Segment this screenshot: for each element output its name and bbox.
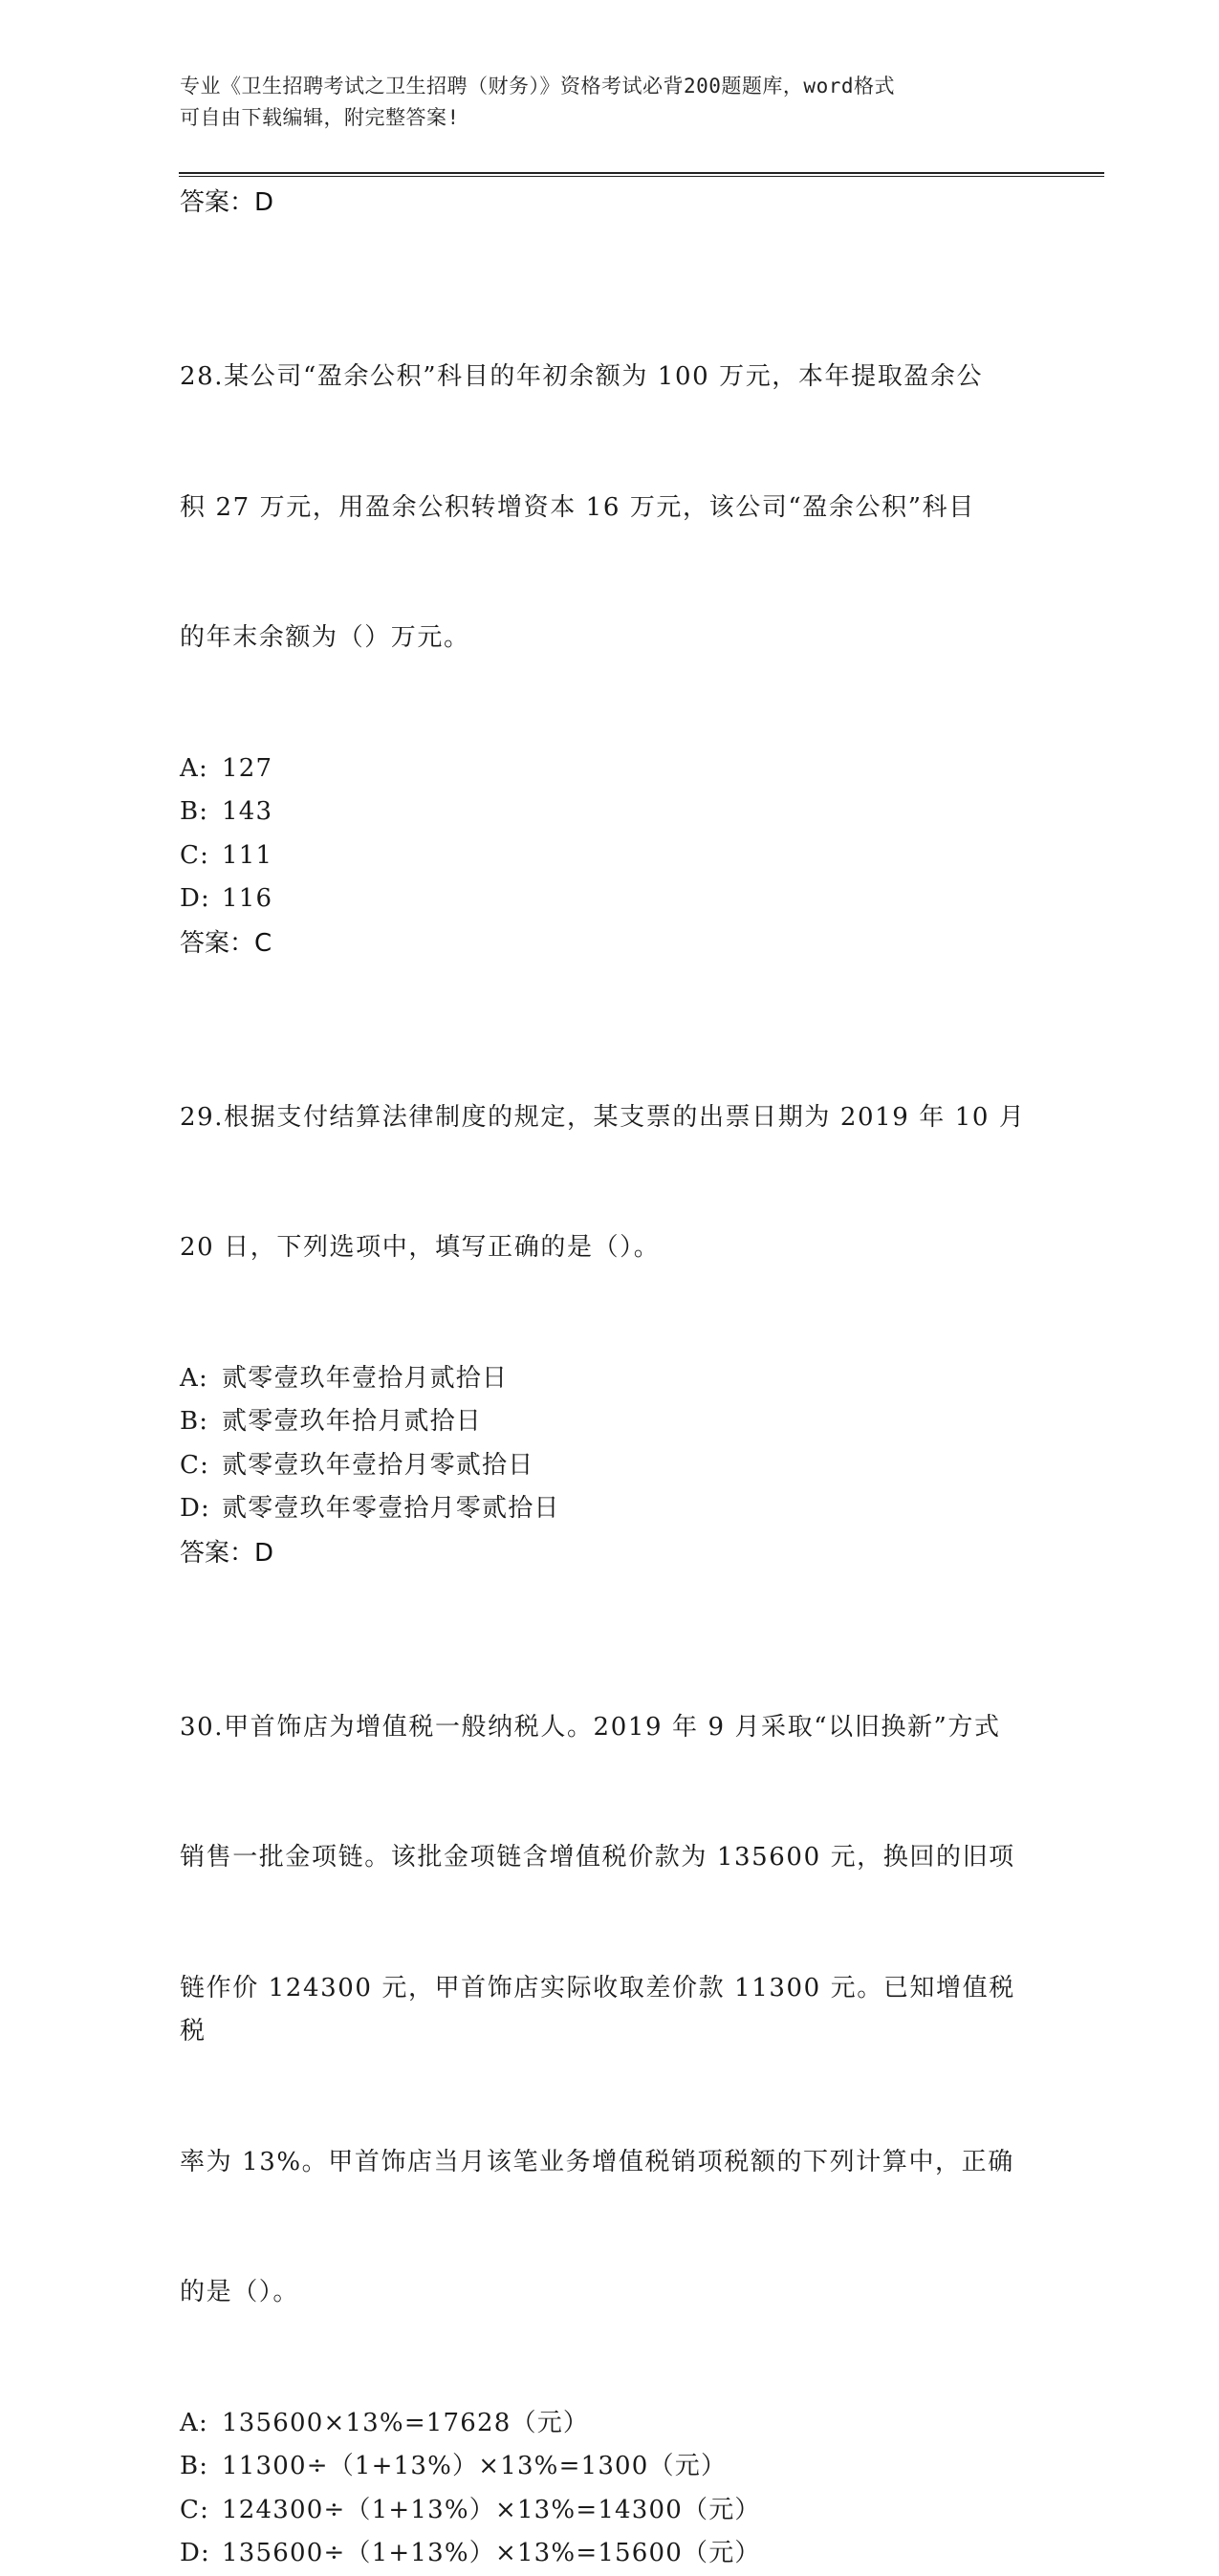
header-line-1: 专业《卫生招聘考试之卫生招聘（财务）》资格考试必背200题题库，word格式 [180, 75, 895, 97]
option-text: 127 [222, 753, 273, 783]
option-a [180, 747, 1040, 791]
stem-line: 率为 13%。甲首饰店当月该笔业务增值税销项税额的下列计算中，正确 [180, 2147, 1014, 2176]
question-29 [180, 1009, 1040, 1575]
header-divider-thin [179, 176, 1104, 177]
question-stem [180, 1009, 1040, 1357]
option-text: 贰零壹玖年零壹拾月零贰拾日 [222, 1494, 560, 1523]
option-text: 124300÷（1+13%）×13%=14300（元） [222, 2495, 761, 2524]
spacer [180, 225, 1040, 269]
option-letter: C: [180, 840, 210, 870]
stem-line: 的是（）。 [180, 2278, 300, 2306]
option-letter: D: [180, 1494, 211, 1523]
question-stem [180, 1619, 1040, 2402]
header-divider-thick [179, 172, 1104, 174]
previous-answer: 答案：D [180, 188, 274, 217]
option-text: 111 [222, 840, 273, 870]
option-letter: A: [180, 1363, 208, 1393]
option-letter: B: [180, 2452, 209, 2480]
stem-line: 29.根据支付结算法律制度的规定，某支票的出票日期为 2019 年 10 月 [180, 1102, 1026, 1132]
option-letter: B: [180, 1407, 209, 1436]
option-text: 135600÷（1+13%）×13%=15600（元） [222, 2539, 761, 2567]
question-30 [180, 1619, 1040, 2576]
question-stem [180, 269, 1040, 747]
stem-line: 的年末余额为（）万元。 [180, 623, 470, 652]
option-a [180, 2402, 1040, 2446]
stem-line: 30.甲首饰店为增值税一般纳税人。2019 年 9 月采取“以旧换新”方式 [180, 1712, 1001, 1742]
option-text: 贰零壹玖年壹拾月贰拾日 [222, 1363, 509, 1393]
option-text: 贰零壹玖年拾月贰拾日 [222, 1407, 483, 1436]
option-letter: A: [180, 2408, 208, 2437]
option-text: 143 [222, 797, 273, 826]
stem-line: 销售一批金项链。该批金项链含增值税价款为 135600 元，换回的旧项 [180, 1843, 1015, 1872]
stem-line: 积 27 万元，用盈余公积转增资本 16 万元，该公司“盈余公积”科目 [180, 492, 975, 522]
option-d [180, 2532, 1040, 2576]
answer: 答案：D [180, 1538, 274, 1568]
option-text: 116 [222, 884, 273, 913]
option-text: 135600×13%=17628（元） [222, 2408, 590, 2437]
option-letter: C: [180, 2495, 210, 2524]
question-28 [180, 269, 1040, 965]
option-a [180, 1357, 1040, 1401]
option-c [180, 2489, 1040, 2533]
option-d [180, 1487, 1040, 1531]
option-letter: D: [180, 2539, 211, 2567]
option-text: 11300÷（1+13%）×13%=1300（元） [222, 2452, 728, 2480]
option-c [180, 834, 1040, 878]
option-b [180, 2445, 1040, 2489]
header-line-2: 可自由下载编辑，附完整答案! [180, 106, 460, 129]
option-letter: C: [180, 1450, 210, 1480]
spacer [180, 965, 1040, 1009]
option-d [180, 877, 1040, 921]
option-b [180, 790, 1040, 834]
stem-line: 链作价 124300 元，甲首饰店实际收取差价款 11300 元。已知增值税税 [180, 1973, 1015, 2046]
option-letter: B: [180, 797, 209, 826]
answer: 答案：C [180, 928, 272, 958]
option-letter: A: [180, 753, 208, 783]
option-b [180, 1400, 1040, 1444]
option-letter: D: [180, 884, 211, 913]
document-header [180, 71, 1021, 134]
question-list [180, 181, 1040, 2576]
option-text: 贰零壹玖年壹拾月零贰拾日 [222, 1450, 534, 1480]
spacer [180, 1575, 1040, 1619]
stem-line: 20 日，下列选项中，填写正确的是（）。 [180, 1233, 661, 1262]
option-c [180, 1444, 1040, 1488]
stem-line: 28.某公司“盈余公积”科目的年初余额为 100 万元，本年提取盈余公 [180, 362, 984, 391]
